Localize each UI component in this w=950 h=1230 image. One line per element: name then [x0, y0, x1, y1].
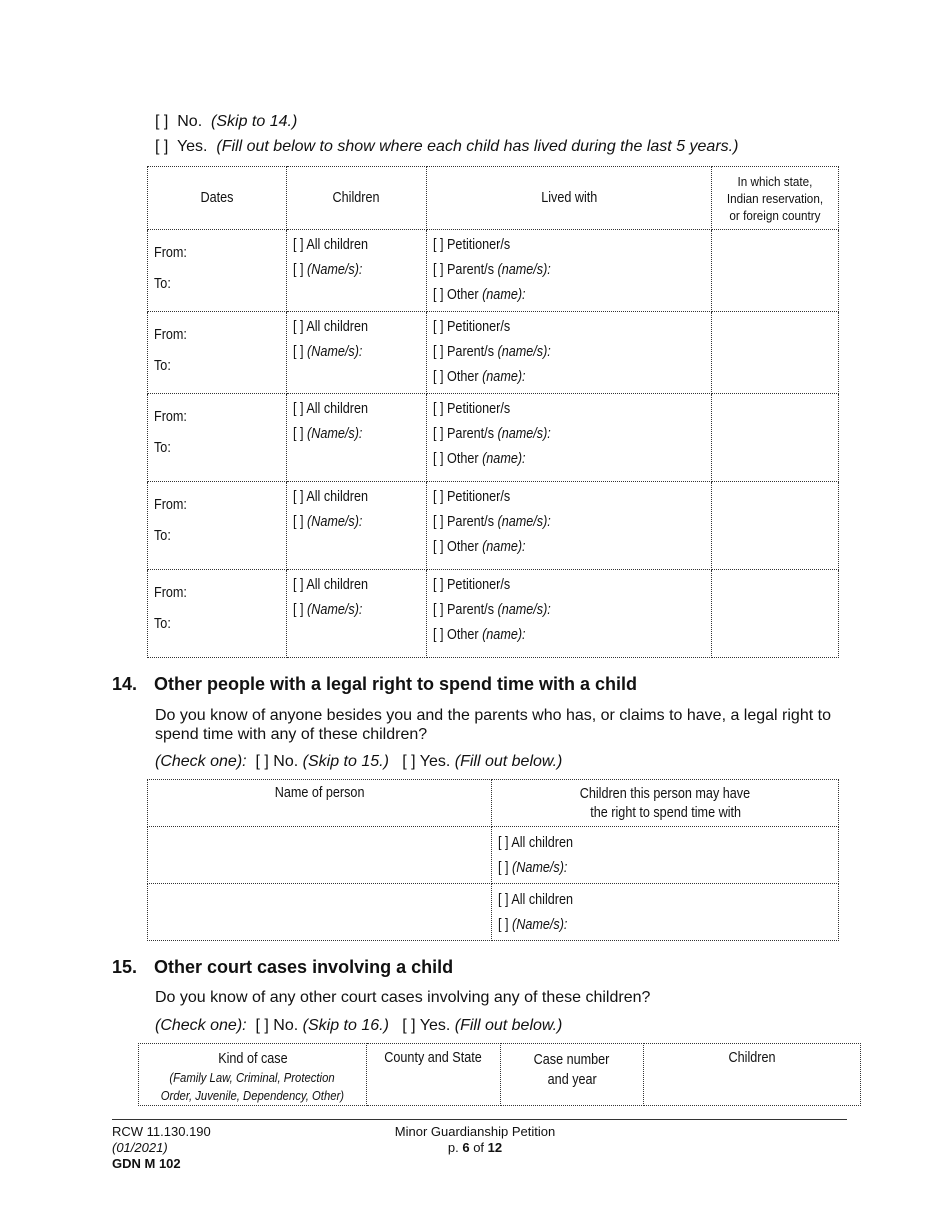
q13-yes-label: Yes. — [176, 138, 208, 155]
all-children-option[interactable]: [ ] All children — [292, 401, 368, 417]
parent-name-label: (name/s): — [497, 426, 551, 442]
q13-no-label: No. — [177, 113, 203, 130]
section-15-question: Do you know of any other court cases involving any of these children? — [155, 989, 651, 1006]
children-right-cell — [492, 884, 839, 941]
section-15-check-one — [155, 1017, 562, 1035]
lived-with-cell — [426, 394, 712, 482]
names-label: (Name/s): — [306, 262, 363, 278]
from-label: From: — [154, 585, 187, 601]
parent-name-label: (name/s): — [497, 262, 551, 278]
other-name-label: (name): — [481, 369, 526, 385]
q13-yes-option — [155, 137, 738, 157]
petitioner-option[interactable]: [ ] Petitioner/s — [432, 319, 510, 335]
residence-table-header — [148, 167, 839, 230]
parent-option[interactable]: [ ] Parent/s — [432, 262, 494, 278]
lived-with-cell — [426, 230, 712, 312]
section-14-question: Do you know of anyone besides you and the parents who has, or claims to have, a legal right to spend time with any of these children? — [155, 707, 831, 743]
person-name-cell[interactable] — [148, 884, 492, 941]
names-checkbox[interactable]: [ ] — [292, 344, 304, 360]
children-cell — [286, 570, 426, 658]
all-children-option[interactable]: [ ] All children — [498, 892, 574, 908]
s14-yes-label: Yes. — [419, 753, 451, 770]
residence-row — [148, 230, 839, 312]
q13-yes-note: (Fill out below to show where each child has lived during the last 5 years.) — [216, 138, 739, 155]
petitioner-option[interactable]: [ ] Petitioner/s — [432, 577, 510, 593]
other-option[interactable]: [ ] Other — [432, 451, 479, 467]
all-children-option[interactable]: [ ] All children — [292, 319, 368, 335]
header-children: Children — [286, 167, 426, 230]
footer-rcw: RCW 11.130.190 — [112, 1124, 211, 1139]
s14-no-label: No. — [273, 753, 299, 770]
other-option[interactable]: [ ] Other — [432, 287, 479, 303]
to-label: To: — [154, 276, 171, 292]
all-children-option[interactable]: [ ] All children — [292, 577, 368, 593]
names-label: (Name/s): — [306, 426, 363, 442]
parent-option[interactable]: [ ] Parent/s — [432, 426, 494, 442]
parent-option[interactable]: [ ] Parent/s — [432, 344, 494, 360]
s15-yes-note: (Fill out below.) — [454, 1017, 563, 1034]
q13-no-option — [155, 112, 297, 132]
residence-row — [148, 312, 839, 394]
header-children-right: Children this person may have the right to spend time with — [492, 780, 839, 827]
section-14-number: 14. — [112, 674, 138, 694]
petitioner-option[interactable]: [ ] Petitioner/s — [432, 489, 510, 505]
s14-no-checkbox[interactable]: [ ] — [255, 753, 269, 770]
s14-yes-checkbox[interactable]: [ ] — [402, 753, 416, 770]
footer-center — [375, 1124, 575, 1156]
to-label: To: — [154, 440, 171, 456]
names-label: (Name/s): — [306, 514, 363, 530]
section-15-title: Other court cases involving a child — [154, 957, 454, 977]
legal-right-row — [148, 884, 839, 941]
from-label: From: — [154, 245, 187, 261]
parent-name-label: (name/s): — [497, 344, 551, 360]
header-name-of-person: Name of person — [148, 780, 492, 827]
footer-date: (01/2021) — [112, 1140, 168, 1155]
from-label: From: — [154, 409, 187, 425]
dates-cell[interactable] — [148, 312, 287, 394]
legal-right-row — [148, 827, 839, 884]
other-name-label: (name): — [481, 627, 526, 643]
from-label: From: — [154, 327, 187, 343]
q13-no-note: (Skip to 14.) — [211, 113, 298, 130]
dates-cell[interactable] — [148, 394, 287, 482]
children-cell — [286, 230, 426, 312]
s14-yes-note: (Fill out below.) — [454, 753, 563, 770]
to-label: To: — [154, 616, 171, 632]
dates-cell[interactable] — [148, 230, 287, 312]
footer-page-number: p. 6 of 12 — [447, 1140, 503, 1155]
footer-divider — [112, 1119, 847, 1120]
other-name-label: (name): — [481, 287, 526, 303]
other-name-label: (name): — [481, 539, 526, 555]
lived-with-cell — [426, 482, 712, 570]
s14-no-note: (Skip to 15.) — [302, 753, 389, 770]
lived-with-cell — [426, 570, 712, 658]
legal-right-header — [148, 780, 839, 827]
person-name-cell[interactable] — [148, 827, 492, 884]
court-cases-table — [138, 1043, 861, 1106]
petitioner-option[interactable]: [ ] Petitioner/s — [432, 237, 510, 253]
footer-form-number: GDN M 102 — [112, 1156, 181, 1171]
s15-yes-label: Yes. — [419, 1017, 451, 1034]
s15-no-checkbox[interactable]: [ ] — [255, 1017, 269, 1034]
residence-row — [148, 482, 839, 570]
names-label: (Name/s): — [306, 602, 363, 618]
state-cell[interactable] — [712, 482, 839, 570]
children-cell — [286, 312, 426, 394]
other-name-label: (name): — [481, 451, 526, 467]
section-14-check-one — [155, 753, 562, 771]
from-label: From: — [154, 497, 187, 513]
children-cell — [286, 482, 426, 570]
court-cases-header — [139, 1044, 861, 1106]
all-children-option[interactable]: [ ] All children — [498, 835, 574, 851]
other-option[interactable]: [ ] Other — [432, 627, 479, 643]
children-right-cell — [492, 827, 839, 884]
state-cell[interactable] — [712, 312, 839, 394]
names-checkbox[interactable]: [ ] — [292, 602, 304, 618]
to-label: To: — [154, 358, 171, 374]
parent-name-label: (name/s): — [497, 602, 551, 618]
legal-right-table — [147, 779, 839, 941]
lived-with-cell — [426, 312, 712, 394]
names-checkbox[interactable]: [ ] — [292, 426, 304, 442]
names-label: (Name/s): — [512, 860, 568, 876]
names-checkbox[interactable]: [ ] — [498, 860, 509, 876]
state-cell[interactable] — [712, 570, 839, 658]
dates-cell[interactable] — [148, 570, 287, 658]
parent-name-label: (name/s): — [497, 514, 551, 530]
header-county-state: County and State — [366, 1044, 500, 1106]
names-label: (Name/s): — [512, 917, 568, 933]
s15-yes-checkbox[interactable]: [ ] — [402, 1017, 416, 1034]
dates-cell[interactable] — [148, 482, 287, 570]
section-15-number: 15. — [112, 957, 138, 977]
header-children: Children — [643, 1044, 860, 1106]
all-children-option[interactable]: [ ] All children — [292, 237, 368, 253]
header-dates: Dates — [148, 167, 287, 230]
header-case-number: Case number and year — [500, 1044, 643, 1106]
to-label: To: — [154, 528, 171, 544]
section-14-title: Other people with a legal right to spend time with a child — [154, 674, 638, 694]
residence-history-table — [147, 166, 839, 658]
names-checkbox[interactable]: [ ] — [292, 262, 304, 278]
residence-row — [148, 394, 839, 482]
check-one-label: (Check one): — [155, 1017, 247, 1034]
q13-yes-checkbox[interactable]: [ ] — [155, 138, 169, 155]
children-cell — [286, 394, 426, 482]
names-label: (Name/s): — [306, 344, 363, 360]
state-cell[interactable] — [712, 230, 839, 312]
footer-left — [112, 1124, 211, 1172]
header-kind-of-case: Kind of case (Family Law, Criminal, Protection Order, Juvenile, Dependency, Other) — [139, 1044, 367, 1106]
petitioner-option[interactable]: [ ] Petitioner/s — [432, 401, 510, 417]
parent-option[interactable]: [ ] Parent/s — [432, 514, 494, 530]
q13-no-checkbox[interactable]: [ ] — [155, 113, 169, 130]
state-cell[interactable] — [712, 394, 839, 482]
header-lived-with: Lived with — [426, 167, 712, 230]
parent-option[interactable]: [ ] Parent/s — [432, 602, 494, 618]
other-option[interactable]: [ ] Other — [432, 369, 479, 385]
residence-row — [148, 570, 839, 658]
check-one-label: (Check one): — [155, 753, 247, 770]
names-checkbox[interactable]: [ ] — [498, 917, 509, 933]
s15-no-note: (Skip to 16.) — [302, 1017, 389, 1034]
names-checkbox[interactable]: [ ] — [292, 514, 304, 530]
header-state: In which state, Indian reservation, or foreign country — [712, 167, 839, 230]
footer-doc-title: Minor Guardianship Petition — [394, 1124, 556, 1139]
s15-no-label: No. — [273, 1017, 299, 1034]
all-children-option[interactable]: [ ] All children — [292, 489, 368, 505]
other-option[interactable]: [ ] Other — [432, 539, 479, 555]
